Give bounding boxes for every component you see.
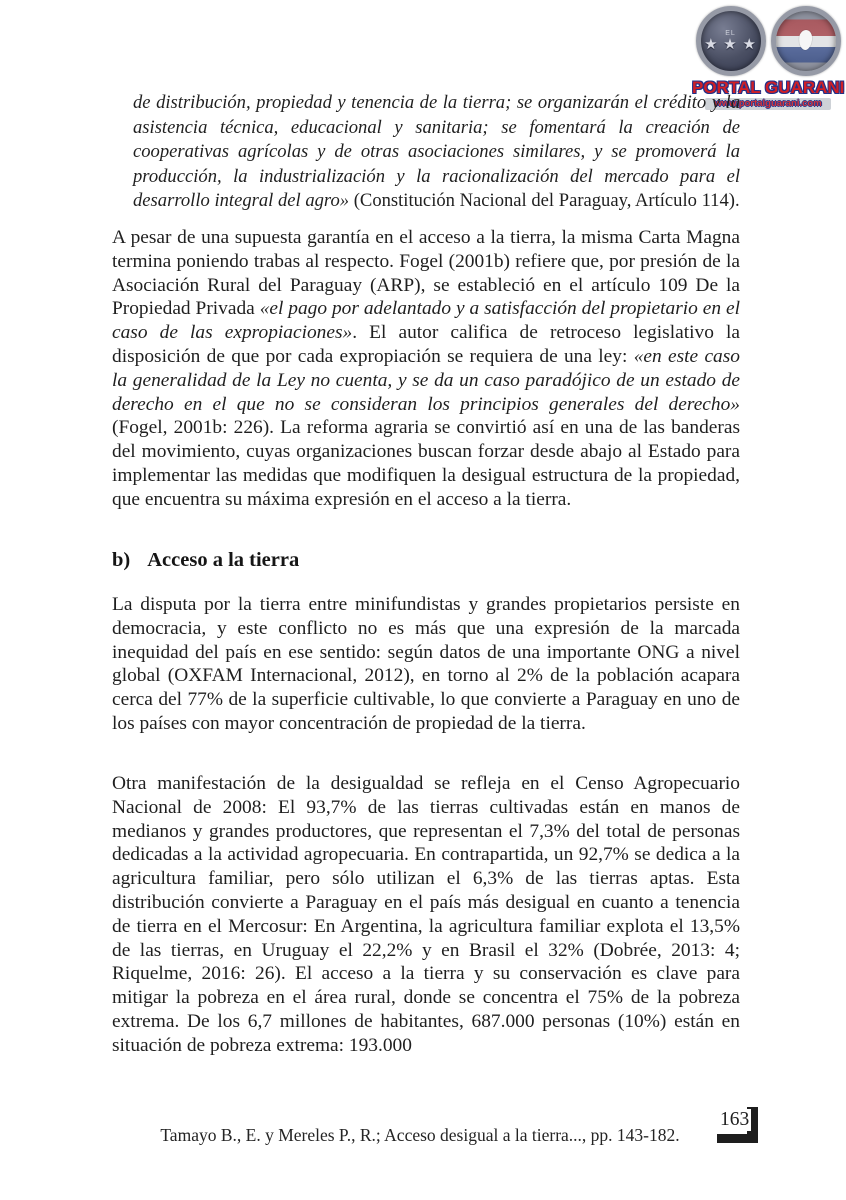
logo-title: PORTAL GUARANI [692,78,845,97]
three-stars-medal-icon [696,6,766,76]
footer-citation: Tamayo B., E. y Mereles P., R.; Acceso desigual a la tierra..., pp. 143-182. [160,1125,680,1145]
body-paragraph: A pesar de una supuesta garantía en el acceso a la tierra, la misma Carta Magna termina poniendo trabas al respecto. Fogel (2001b) refiere que, por presión de la Asociación Rural del Paraguay (ARP), se estableció en el artículo 109 De la Propiedad Privada «el pago por adelantado y a satisfacción del propietario en el caso de las expropiaciones». El autor califica de retroceso legislativo la disposición de que por cada expropiación se requiera de una ley: «en este caso la generalidad de la Ley no cuenta, y se da un caso paradójico de un estado de derecho en el que no se consideran los principios generales del derecho» (Fogel, 2001b: 226). La reforma agraria se convirtió así en una de las banderas del movimiento, cuyas organizaciones buscan forzar desde abajo al Estado para implementar las medidas que modifiquen la desigual estructura de la propiedad, que encuentra su máxima expresión en el acceso a la tierra. [112,227,740,510]
section-heading [112,549,299,572]
block-quote-paragraph: de distribución, propiedad y tenencia de la tierra; se organizarán el crédito y la asistencia técnica, educacional y sanitaria; se fomentará la creación de cooperativas agrícolas y de otras asociaciones similares, y se promoverá la producción, la industrialización y la racionalización del mercado para el desarrollo integral del agro» (Constitución Nacional del Paraguay, Artículo 114). [133,92,740,212]
paraguay-map-icon [797,29,812,50]
paraguay-flag-medal-icon [771,6,841,76]
section-heading-marker: b) [112,549,131,571]
logo-url: www.portalguarani.com [705,98,831,110]
section-heading-title: Acceso a la tierra [147,549,300,571]
page-number-marker [713,1103,765,1149]
body-paragraph: La disputa por la tierra entre minifundistas y grandes propietarios persiste en democracia, y este conflicto no es más que una expresión de la marcada inequidad del país en ese sentido: según datos de una importante ONG a nivel global (OXFAM Internacional, 2012), en torno al 2% de la población acapara cerca del 77% de la superficie cultivable, lo que convierte a Paraguay en uno de los países con mayor concentración de propiedad de la tierra. [112,594,740,734]
logo-emblems [692,6,844,76]
page-number: 163 [720,1109,750,1130]
stars-icon: ★ ★ ★ [704,36,757,53]
body-paragraph: Otra manifestación de la desigualdad se refleja en el Censo Agropecuario Nacional de 2008: El 93,7% de las tierras cultivadas están en manos de medianos y grandes productores, que representan el 7,3% del total de personas dedicadas a la actividad agropecuaria. En contrapartida, un 92,7% se dedica a la agricultura familiar, pero sólo utilizan el 6,3% de las tierras aptas. Esta distribución convierte a Paraguay en el país más desigual en cuanto a tenencia de tierra en el Mercosur: En Argentina, la agricultura familiar explota el 13,5% de las tierras, en Uruguay el 22,2% y en Brasil el 32% (Dobrée, 2013: 4; Riquelme, 2016: 26). El acceso a la tierra y su conservación es clave para mitigar la pobreza en el área rural, donde se concentra el 75% de la pobreza extrema. De los 6,7 millones de habitantes, 687.000 personas (10%) están en situación de pobreza extrema: 193.000 [112,773,740,1056]
medal-el-text: EL [725,29,736,37]
